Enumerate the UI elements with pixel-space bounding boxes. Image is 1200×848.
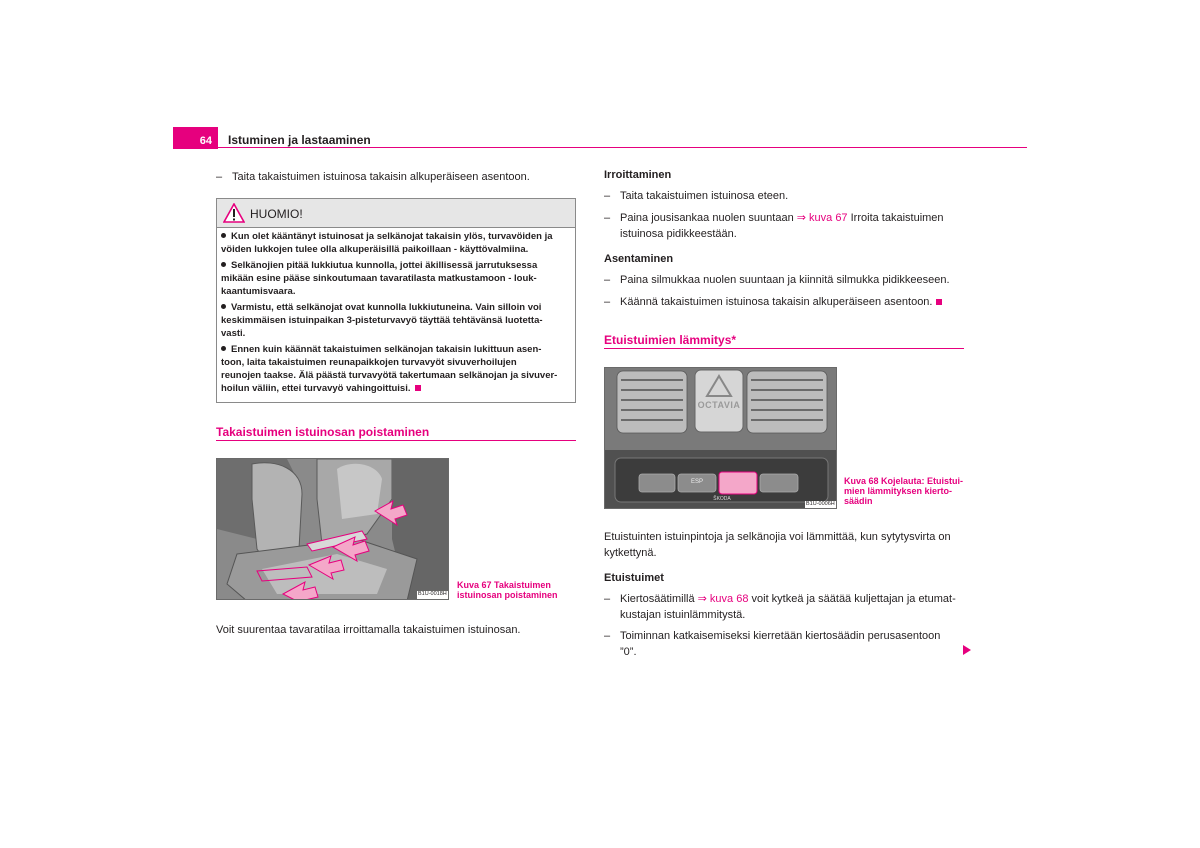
figure-67-caption: Kuva 67 Takaistuimen istuinosan poistaminen [457,580,558,600]
install-step-2: – Käännä takaistuimen istuinosa takaisin alkuperäiseen asentoon. [604,294,942,310]
removal-title: Irroittaminen [604,169,672,181]
skoda-brand-label: ŠKODA [713,496,731,502]
front-seats-step-1: – Kiertosäätimillä ⇒ kuva 68 voit kytkeä ja säätää kuljettajan ja etumat- kustajan istuinlämmitystä. [604,593,956,621]
figure-68-caption: Kuva 68 Kojelauta: Etuistui- mien lämmityksen kierto- säädin [844,476,964,506]
chapter-title: Istuminen ja lastaaminen [228,133,371,147]
front-seats-step-2: – Toiminnan katkaisemiseksi kierretään kiertosäädin perusasentoon ”0”. [604,630,941,658]
page-number: 64 [173,127,218,149]
bullet-icon [221,262,226,267]
section-rule [216,440,576,441]
figure-68-dashboard [604,367,837,509]
install-step-1: – Paina silmukkaa nuolen suuntaan ja kiinnitä silmukka pidikkeeseen. [604,274,950,286]
warning-item: Kun olet kääntänyt istuinosat ja selkänojat takaisin ylös, turvavöiden ja vöiden lukkojen tulee olla alkuperäisillä paikoillaan - käyttövalmiina. [221,231,553,255]
install-title: Asentaminen [604,253,674,265]
bullet-icon [221,304,226,309]
octavia-badge-label: OCTAVIA [697,400,741,410]
figure-67-code: B1U-0018H [418,591,447,597]
dashboard-illustration [605,368,837,509]
figure-67-rear-seat [216,458,449,600]
removal-step-2: – Paina jousisankaa nuolen suuntaan ⇒ kuva 67 Irroita takaistuimen istuinosa pidikkeestään. [604,212,944,240]
warning-item: Selkänojien pitää lukkiutua kunnolla, jottei äkillisessä jarrutuksessa mikään esine pääse sinkoutumaan tavaratilasta matkustamoon - louk- kaantumisvaara. [221,260,538,297]
warning-item: Varmistu, että selkänojat ovat kunnolla lukkiutuneina. Vain silloin voi keskimmäisen istuinpaikan 3-pisteturvavyö täyttää tehtävänsä luotetta- vasti. [221,302,543,339]
warning-title: HUOMIO! [250,207,303,221]
link-figure-67[interactable]: ⇒ kuva 67 [796,212,848,224]
warning-header [217,199,575,228]
link-figure-68[interactable]: ⇒ kuva 68 [697,593,749,605]
warning-triangle-icon [223,203,245,223]
warning-item: Ennen kuin käännät takaistuimen selkänojan takaisin lukittuun asen- toon, laita takaistuimen reunapaikkojen turvavyöt sivuverhoilujen reunojen taakse. Älä päästä turvavyötä takertumaan selkänojan ja sivuver- hoilun väliin, ettei turvavyö vahingoittuisi. [221,344,558,394]
warning-box [216,198,576,403]
rear-seat-illustration [217,459,449,600]
intro-step: – Taita takaistuimen istuinosa takaisin alkuperäiseen asentoon. [216,171,530,183]
removal-step-1: – Taita takaistuimen istuinosa eteen. [604,190,789,202]
section-title-seat-removal: Takaistuimen istuinosan poistaminen [216,425,430,439]
bullet-icon [221,346,226,351]
esp-button-label: ESP [690,479,703,485]
paragraph-seat-heating: Etuistuinten istuinpintoja ja selkänojia voi lämmittää, kun sytytysvirta on kytkettynä. [604,531,951,559]
next-page-arrow-icon[interactable] [963,645,971,655]
end-square-icon [936,299,942,305]
header-rule [173,147,1027,148]
front-seats-title: Etuistuimet [604,572,664,584]
end-square-icon [415,385,421,391]
paragraph-enlarge-trunk: Voit suurentaa tavaratilaa irroittamalla takaistuimen istuinosan. [216,624,521,636]
warning-body [217,228,575,395]
bullet-icon [221,233,226,238]
section-rule [604,348,964,349]
section-title-seat-heating: Etuistuimien lämmitys* [604,333,737,347]
figure-68-code: B1U-0006H [806,501,835,507]
